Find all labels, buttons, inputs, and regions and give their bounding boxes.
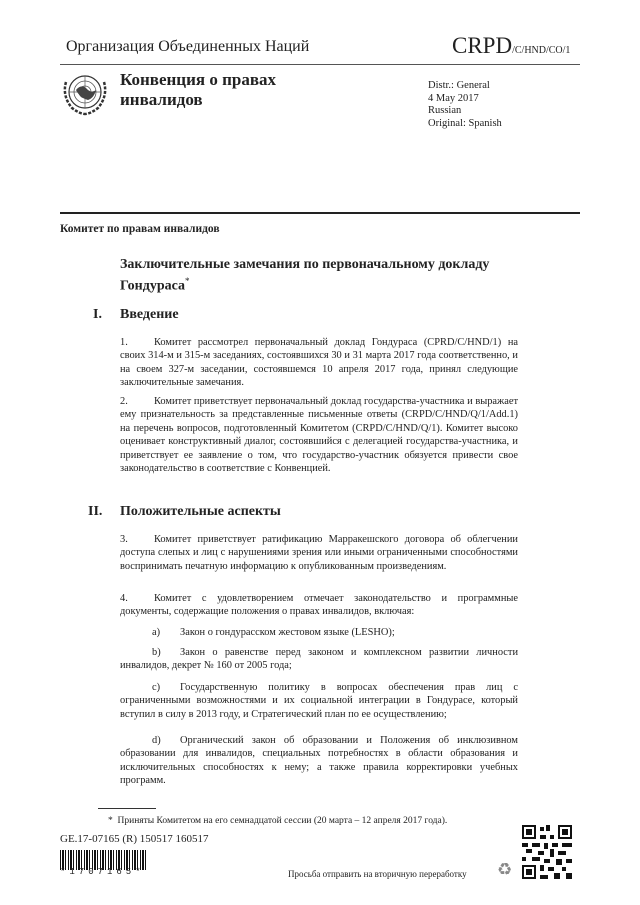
un-emblem-icon xyxy=(60,70,110,118)
footnote-text: Приняты Комитетом на его семнадцатой сессии (20 марта – 12 апреля 2017 года). xyxy=(117,816,448,826)
convention-title: Конвенция о правах инвалидов xyxy=(120,70,277,109)
qr-code-icon xyxy=(522,825,572,879)
list-item xyxy=(120,681,518,721)
date-line: 4 May 2017 xyxy=(428,92,479,104)
list-item-text: Государственную политику в вопросах обеспечения прав лиц с ограниченными возможностями и их социальной интеграции в Гондурасе, который вступил в силу в 2013 году, и Стратегический план по ее осуществлению; xyxy=(120,682,518,720)
title-rule xyxy=(60,212,580,214)
footnote xyxy=(108,816,447,826)
document-symbol xyxy=(452,33,570,59)
distr-line: Distr.: General xyxy=(428,80,490,91)
list-item-label: c) xyxy=(152,682,161,693)
list-item xyxy=(120,646,518,673)
paragraph xyxy=(120,592,518,619)
job-number: GE.17-07165 (R) 150517 160517 xyxy=(60,833,209,845)
paragraph-number: 2. xyxy=(120,396,128,407)
list-item xyxy=(120,626,518,639)
list-item-text: Органический закон об образовании и Положения об инклюзивном образовании для инвалидов, специальных потребностях в области образования и исключительных способностях к нему; а также правила корректировки учебных программ. xyxy=(120,735,518,787)
list-item-label: b) xyxy=(152,647,161,658)
paragraph-number: 1. xyxy=(120,337,128,348)
list-item-label: a) xyxy=(152,627,161,638)
paragraph xyxy=(120,533,518,573)
header-rule xyxy=(60,64,580,65)
footnote-marker: * xyxy=(108,816,113,826)
recycle-icon: ♻ xyxy=(497,860,513,879)
paragraph xyxy=(120,336,518,390)
recycle-text: Просьба отправить на вторичную переработку xyxy=(288,869,467,879)
original-language-line: Original: Spanish xyxy=(428,117,502,129)
section-number: I. xyxy=(93,307,102,322)
symbol-main: CRPD xyxy=(452,33,513,58)
section-title: Положительные аспекты xyxy=(120,504,281,519)
section-title: Введение xyxy=(120,307,179,322)
document-title xyxy=(120,256,500,295)
list-item xyxy=(120,734,518,788)
organization-name: Организация Объединенных Наций xyxy=(66,38,310,55)
list-item-text: Закон о гондурасском жестовом языке (LESHO); xyxy=(180,627,395,638)
language-line: Russian xyxy=(428,105,462,116)
paragraph-text: Комитет приветствует первоначальный доклад государства-участника и выражает ему признательность за представленные письменные ответы (CRPD/C/HND/Q/1/Add.1) на перечень вопросов, подготовленный Комитетом (CRPD/C/HND/Q/1). Комитет высоко оценивает конструктивный диалог, состоявшийся с делегацией государства-участника, и приветствует ее заявление о том, что государство-участник обязуется привести свое законодательство в соответствие с Конвенцией. xyxy=(120,396,518,475)
symbol-suffix: /C/HND/CO/1 xyxy=(512,45,571,56)
paragraph-number: 3. xyxy=(120,534,128,545)
paragraph-text: Комитет с удовлетворением отмечает законодательство и программные документы, содержащие положения о правах инвалидов, включая: xyxy=(120,593,518,618)
paragraph-text: Комитет приветствует ратификацию Марракешского договора об облегчении доступа слепых и лиц с нарушениями зрения или иными ограниченными способностями воспринимать печатную информацию к опубликованным произведениям. xyxy=(120,534,518,572)
committee-name: Комитет по правам инвалидов xyxy=(60,223,220,235)
list-item-label: d) xyxy=(152,735,161,746)
list-item-text: Закон о равенстве перед законом и комплексном развитии личности инвалидов, декрет № 160 от 2005 года; xyxy=(120,647,518,672)
document-title-text: Заключительные замечания по первоначальному докладу Гондураса xyxy=(120,257,490,294)
paragraph-text: Комитет рассмотрел первоначальный доклад Гондураса (CPRD/C/HND/1) на своих 314-м и 315-м заседаниях, состоявшихся 30 и 31 марта 2017 года соответственно, и на своем 327-м заседании, состоявшемся 10 апреля 2017 года, принял следующие заключительные замечания. xyxy=(120,337,518,389)
footnote-marker: * xyxy=(185,276,190,286)
section-number: II. xyxy=(88,504,103,519)
paragraph xyxy=(120,395,518,475)
footnote-rule xyxy=(98,808,156,809)
barcode-text: *1707165* xyxy=(60,867,145,877)
distribution-info xyxy=(428,80,502,130)
paragraph-number: 4. xyxy=(120,593,128,604)
